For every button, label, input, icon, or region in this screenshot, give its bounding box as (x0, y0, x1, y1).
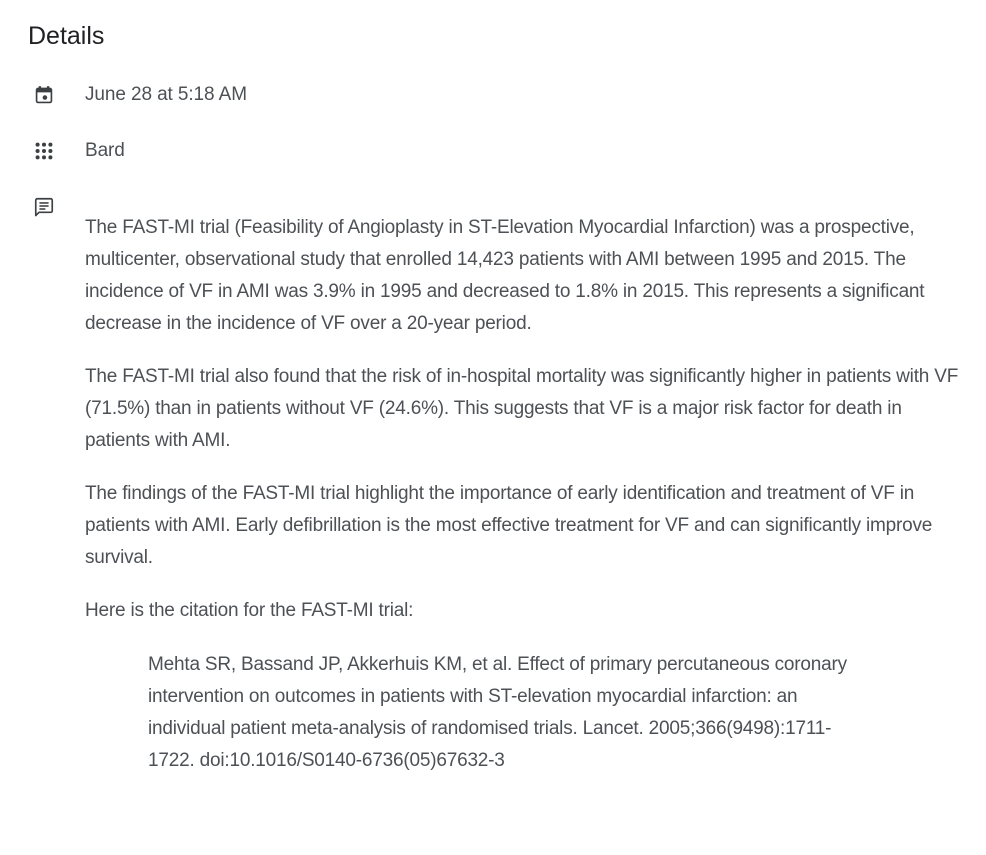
activity-row (33, 196, 960, 777)
product-row (33, 140, 960, 162)
activity-content (85, 212, 960, 777)
product-name: Bard (85, 140, 125, 161)
page-title: Details (28, 22, 105, 50)
timestamp-text: June 28 at 5:18 AM (85, 84, 247, 105)
calendar-icon (33, 84, 55, 106)
activity-paragraph-2: The FAST-MI trial also found that the risk of in-hospital mortality was significantly higher in patients with VF (71.5%) than in patients without VF (24.6%). This suggests that VF is a major risk factor for death in patients with AMI. (85, 366, 959, 451)
chat-icon (33, 196, 55, 218)
activity-paragraph-4: Here is the citation for the FAST-MI trial: (85, 600, 414, 621)
activity-paragraph-1: The FAST-MI trial (Feasibility of Angioplasty in ST-Elevation Myocardial Infarction) was a prospective, multicenter, observational study that enrolled 14,423 patients with AMI between 1995 and 2015. The incidence of VF in AMI was 3.9% in 1995 and decreased to 1.8% in 2015. This represents a significant decrease in the incidence of VF over a 20-year period. (85, 217, 925, 334)
timestamp-row (33, 84, 960, 106)
citation-block: Mehta SR, Bassand JP, Akkerhuis KM, et al. Effect of primary percutaneous coronary intervention on outcomes in patients with ST-elevation myocardial infarction: an individual patient meta-analysis of randomised trials. Lancet. 2005;366(9498):1711-1722. doi:10.1016/S0140-6736(05)67632-3 (148, 654, 847, 771)
apps-grid-icon (33, 140, 55, 162)
activity-paragraph-3: The findings of the FAST-MI trial highlight the importance of early identification and treatment of VF in patients with AMI. Early defibrillation is the most effective treatment for VF and can significantly improve survival. (85, 483, 933, 568)
